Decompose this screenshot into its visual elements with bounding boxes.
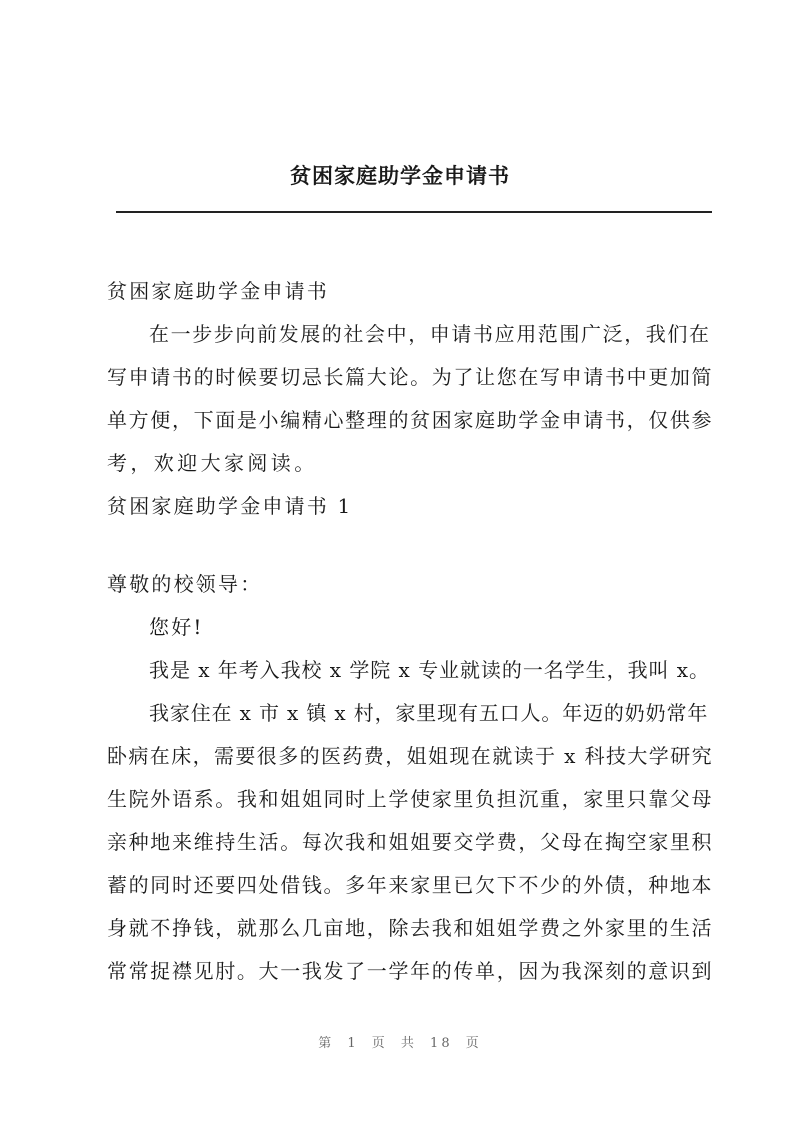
document-title: 贫困家庭助学金申请书 [290, 163, 510, 188]
body-heading: 贫困家庭助学金申请书 [107, 279, 329, 303]
paragraph-line: 蓄的同时还要四处借钱。多年来家里已欠下不少的外债，种地本 [107, 873, 714, 897]
paragraph-line: 卧病在床，需要很多的医药费，姐姐现在就读于 x 科技大学研究 [107, 744, 713, 768]
paragraph-line: 常常捉襟见肘。大一我发了一学年的传单，因为我深刻的意识到 [107, 959, 714, 983]
title-divider [116, 211, 712, 213]
intro-line: 单方便，下面是小编精心整理的贫困家庭助学金申请书，仅供参 [107, 408, 714, 432]
paragraph-line: 身就不挣钱，就那么几亩地，除去我和姐姐学费之外家里的生活 [107, 916, 714, 940]
intro-line: 在一步步向前发展的社会中，申请书应用范围广泛，我们在 [149, 322, 711, 346]
paragraph-line: 我家住在 x 市 x 镇 x 村，家里现有五口人。年迈的奶奶常年 [149, 701, 709, 725]
intro-line: 考，欢迎大家阅读。 [107, 451, 318, 475]
paragraph-line: 亲种地来维持生活。每次我和姐姐要交学费，父母在掏空家里积 [107, 830, 714, 854]
salutation: 尊敬的校领导： [107, 572, 263, 596]
paragraph-line: 生院外语系。我和姐姐同时上学使家里负担沉重，家里只靠父母 [107, 787, 714, 811]
section-title: 贫困家庭助学金申请书 1 [107, 494, 353, 518]
page-footer: 第 1 页 共 18 页 [318, 1036, 482, 1051]
greeting: 您好! [149, 615, 204, 639]
intro-line: 写申请书的时候要切忌长篇大论。为了让您在写申请书中更加简 [107, 365, 714, 389]
paragraph-line: 我是 x 年考入我校 x 学院 x 专业就读的一名学生，我叫 x。 [149, 658, 710, 682]
